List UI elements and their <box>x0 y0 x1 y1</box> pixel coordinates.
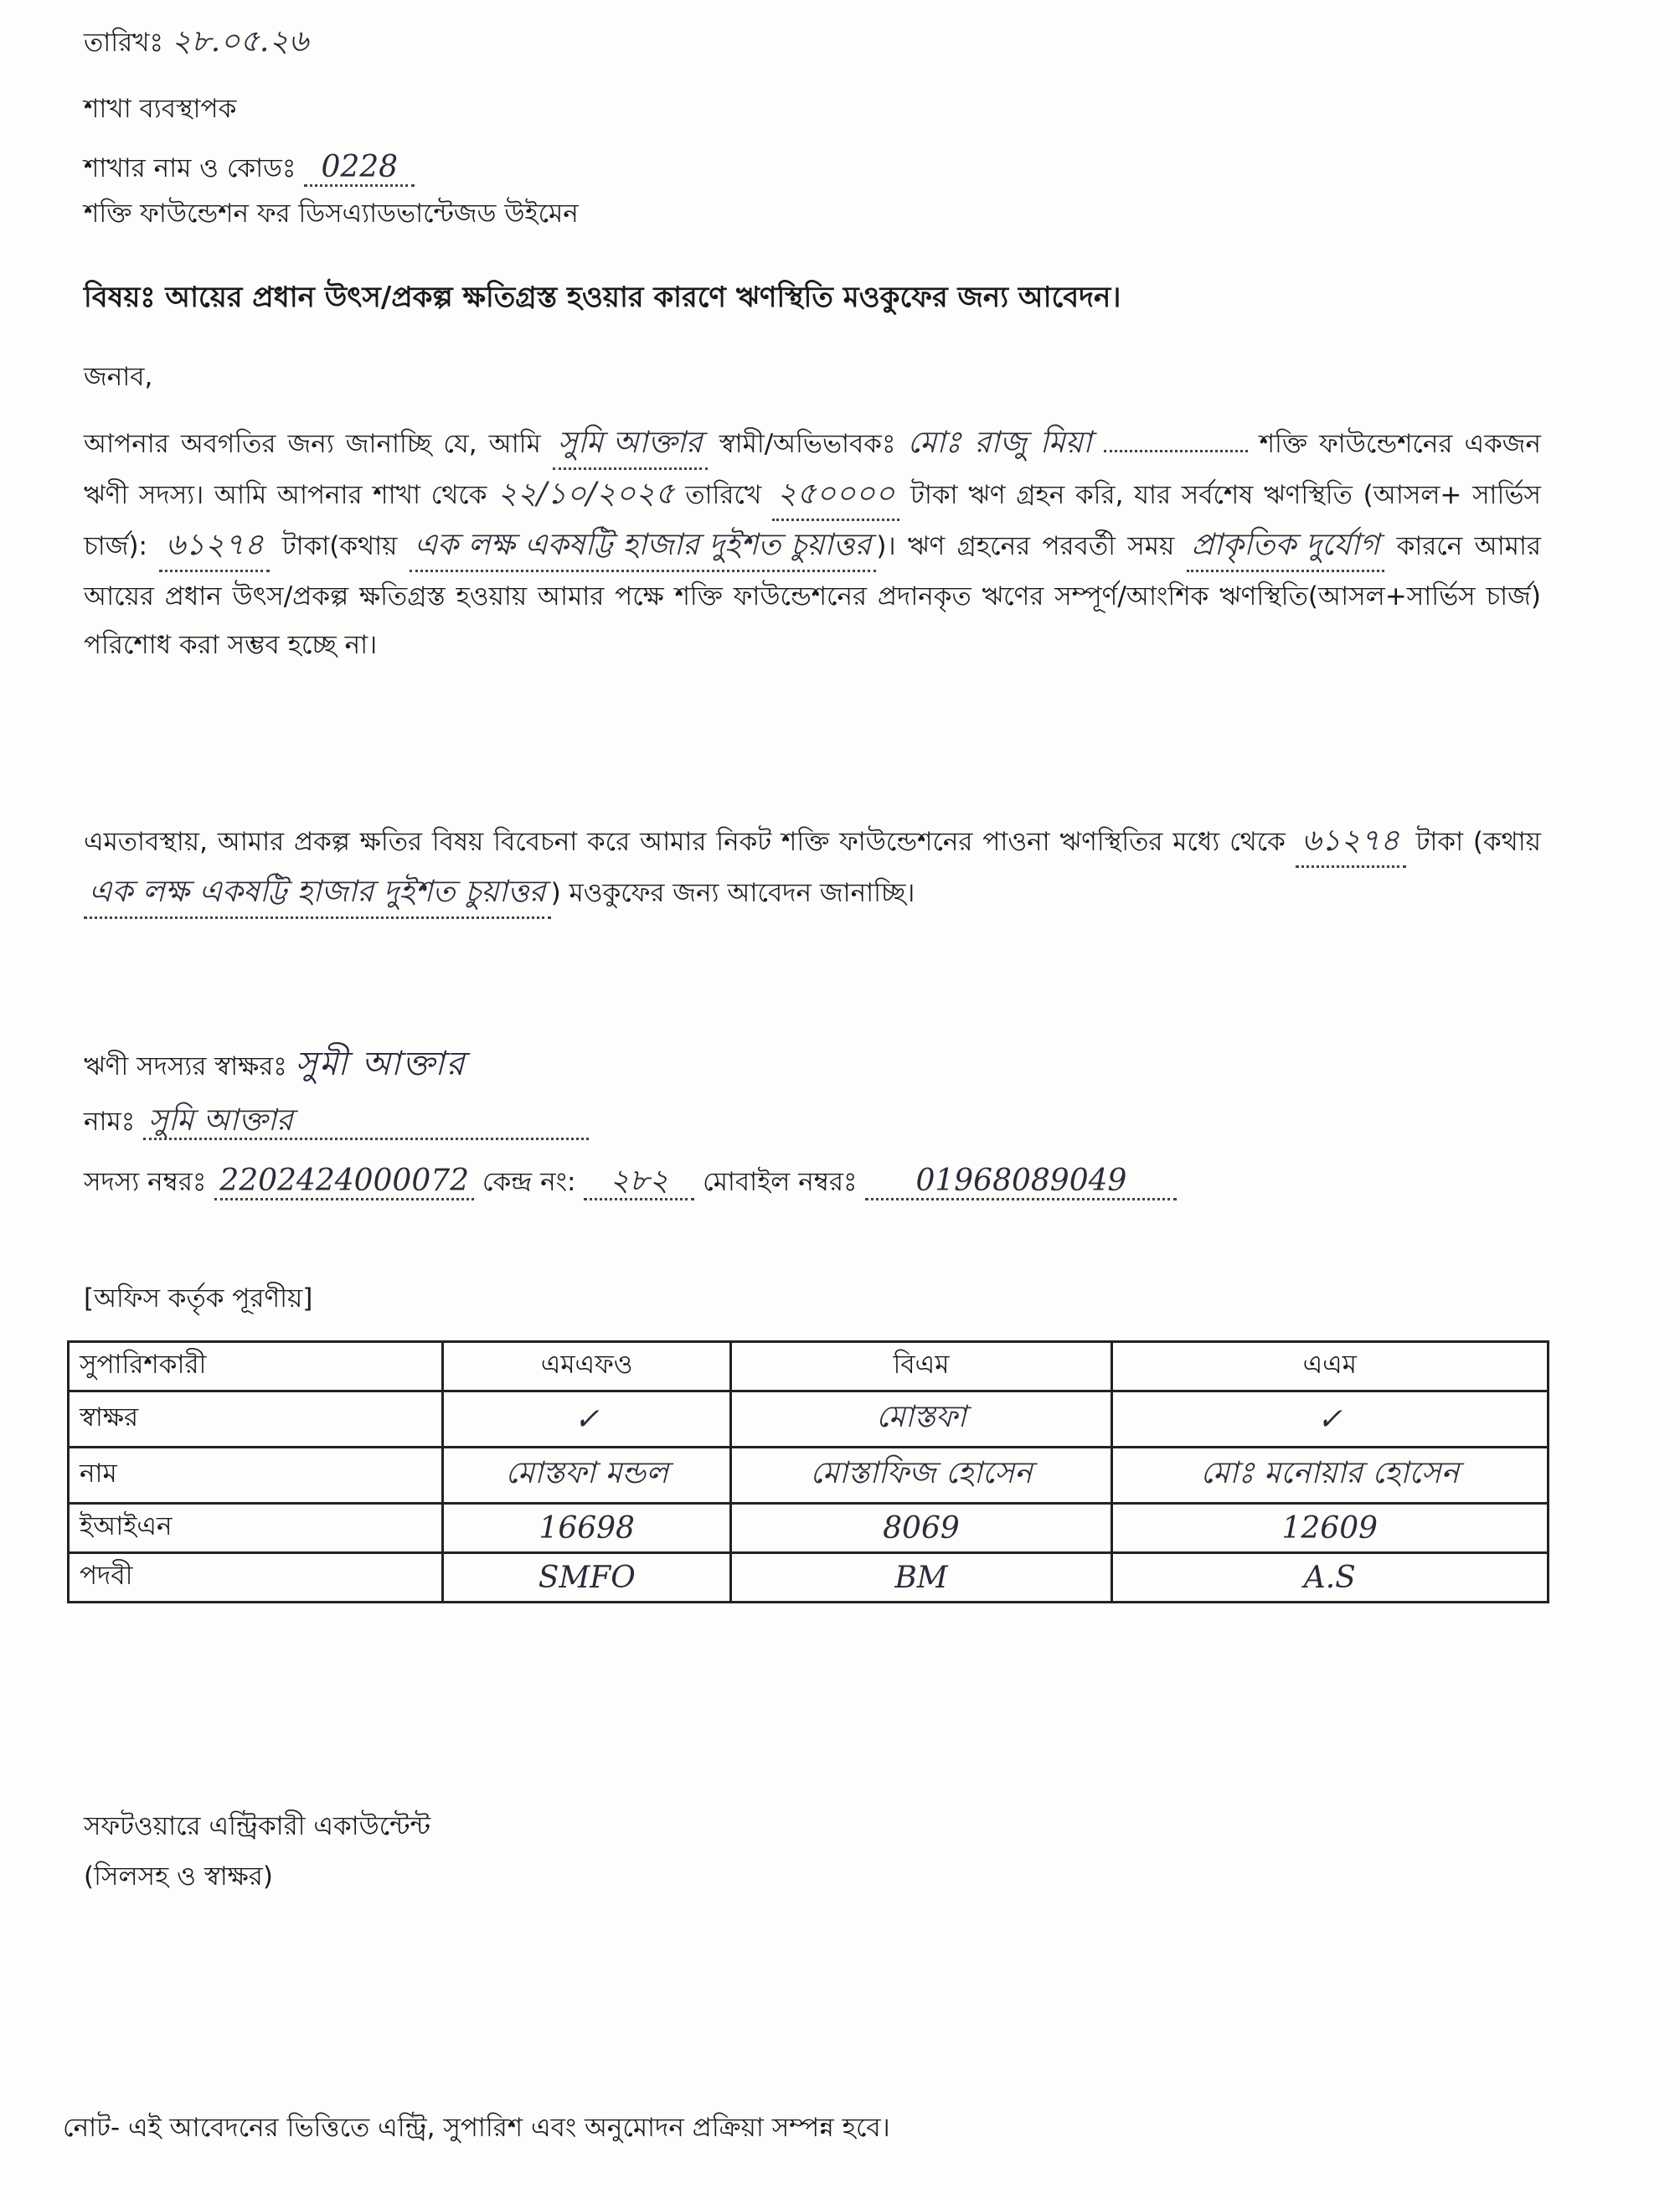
mfo-designation: SMFO <box>443 1553 731 1603</box>
waive-words-field: এক লক্ষ একষট্টি হাজার দুইশত চুয়াত্তর <box>84 868 551 919</box>
am-signature: ✓ <box>1111 1391 1548 1448</box>
body-paragraph-1 <box>84 419 1541 669</box>
office-row-ein <box>69 1504 1549 1553</box>
am-name: মোঃ মনোয়ার হোসেন <box>1111 1448 1548 1504</box>
member-signature: সুমী আক্তার <box>295 1045 466 1083</box>
accountant-sub: (সিলসহ ও স্বাক্ষর) <box>84 1861 273 1892</box>
branch-code-value: 0228 <box>304 151 415 187</box>
row-label-signature: স্বাক্ষর <box>69 1391 443 1448</box>
branch-code-line <box>84 151 415 187</box>
center-label: কেন্দ্র নং: <box>482 1167 576 1197</box>
office-header-row <box>69 1342 1549 1391</box>
bm-ein: 8069 <box>731 1504 1111 1553</box>
bm-name: মোস্তাফিজ হোসেন <box>731 1448 1111 1504</box>
p1-text-e: টাকা ঋণ গ্রহন করি, যার সর্বশেষ ঋণস্থিতি (আসল+ সার্ভিস চার্জ): <box>84 480 1541 561</box>
accountant-line: সফটওয়ারে এন্ট্রিকারী একাউন্টেন্ট <box>84 1811 431 1841</box>
office-row-designation <box>69 1553 1549 1603</box>
p1-text-a: আপনার অবগতির জন্য জানাচ্ছি যে, আমি <box>84 429 541 459</box>
row-label-ein: ইআইএন <box>69 1504 443 1553</box>
mfo-name: মোস্তফা মন্ডল <box>443 1448 731 1504</box>
p2-text-c: ) মওকুফের জন্য আবেদন জানাচ্ছি। <box>550 878 915 908</box>
mobile-label: মোবাইল নম্বরঃ <box>703 1167 858 1197</box>
row-label-designation: পদবী <box>69 1553 443 1603</box>
mobile-value: 01968089049 <box>865 1164 1177 1200</box>
member-name-line <box>84 1104 589 1140</box>
p2-text-b: টাকা (কথায় <box>1415 827 1542 857</box>
salutation: জনাব, <box>84 362 153 392</box>
am-ein: 12609 <box>1111 1504 1548 1553</box>
col-header-recommender: সুপারিশকারী <box>69 1342 443 1391</box>
mfo-ein: 16698 <box>443 1504 731 1553</box>
office-row-name <box>69 1448 1549 1504</box>
body-paragraph-2 <box>84 817 1541 919</box>
member-name-value: সুমি আক্তার <box>143 1104 589 1140</box>
member-number-label: সদস্য নম্বরঃ <box>84 1167 207 1197</box>
center-value: ২৮২ <box>584 1164 694 1200</box>
p1-text-d: তারিখে <box>685 480 762 510</box>
col-header-am: এএম <box>1111 1342 1548 1391</box>
date-value: ২৮.০৫.২৬ <box>171 24 309 59</box>
subject-line: বিষয়ঃ আয়ের প্রধান উৎস/প্রকল্প ক্ষতিগ্রস্ত হওয়ার কারণে ঋণস্থিতি মওকুফের জন্য আবেদন। <box>84 281 1121 314</box>
member-signature-line <box>84 1047 466 1083</box>
footer-note: নোট- এই আবেদনের ভিত্তিতে এন্ট্রি, সুপারিশ এবং অনুমোদন প্রক্রিয়া সম্পন্ন হবে। <box>63 2113 890 2143</box>
p1-text-c: শক্তি ফাউন্ডেশনের একজন ঋণী সদস্য। আমি আপনার শাখা থেকে <box>84 429 1542 510</box>
am-designation: A.S <box>1111 1553 1548 1603</box>
mfo-signature: ✓ <box>443 1391 731 1448</box>
org-name: শক্তি ফাউন্ডেশন ফর ডিসএ্যাডভান্টেজড উইমেন <box>84 199 579 229</box>
p2-text-a: এমতাবস্থায়, আমার প্রকল্প ক্ষতির বিষয় বিবেচনা করে আমার নিকট শক্তি ফাউন্ডেশনের পাওনা ঋণস্থিতির মধ্যে থেকে <box>84 827 1286 857</box>
p1-text-b: স্বামী/অভিভাবকঃ <box>719 429 896 459</box>
guardian-field: মোঃ রাজু মিয়া <box>907 426 1092 460</box>
member-name-label: নামঃ <box>84 1107 136 1137</box>
date-label: তারিখঃ <box>84 28 164 58</box>
branch-manager: শাখা ব্যবস্থাপক <box>84 94 237 124</box>
p1-text-g: )। ঋণ গ্রহনের পরবর্তী সময় <box>876 531 1175 561</box>
col-header-mfo: এমএফও <box>443 1342 731 1391</box>
office-table <box>67 1340 1549 1603</box>
p1-text-f: টাকা(কথায় <box>281 531 398 561</box>
dots-filler <box>1104 450 1248 452</box>
branch-code-label: শাখার নাম ও কোডঃ <box>84 153 296 183</box>
loan-date-field: ২২/১০/২০২৫ <box>497 477 675 511</box>
balance-field: ৬১২৭৪ <box>159 521 270 572</box>
office-heading: [অফিস কর্তৃক পূরণীয়] <box>84 1283 313 1314</box>
member-name-field: সুমি আক্তার <box>553 419 708 470</box>
member-number-line <box>84 1164 1177 1200</box>
office-row-signature <box>69 1391 1549 1448</box>
p1-text-h: কারনে আমার আয়ের প্রধান উৎস/প্রকল্প ক্ষতিগ্রস্ত হওয়ায় আমার পক্ষে শক্তি ফাউন্ডেশনের প্রদানকৃত ঋণের সম্পূর্ণ/আংশিক ঋণস্থিতি(আসল+সার্ভিস চার্জ) পরিশোধ করা সম্ভব হচ্ছে না। <box>84 531 1542 660</box>
balance-words-field: এক লক্ষ একষট্টি হাজার দুইশত চুয়াত্তর <box>410 521 877 572</box>
row-label-name: নাম <box>69 1448 443 1504</box>
bm-signature: মোস্তফা <box>731 1391 1111 1448</box>
cause-field: প্রাকৃতিক দুর্যোগ <box>1187 521 1385 572</box>
member-number-value: 2202424000072 <box>214 1164 474 1200</box>
loan-amount-field: ২৫০০০০ <box>772 470 899 521</box>
member-signature-label: ঋণী সদস্যর স্বাক্ষরঃ <box>84 1051 287 1082</box>
bm-designation: BM <box>731 1553 1111 1603</box>
waive-amount-field: ৬১২৭৪ <box>1296 817 1406 868</box>
date-line <box>84 25 308 59</box>
col-header-bm: বিএম <box>731 1342 1111 1391</box>
